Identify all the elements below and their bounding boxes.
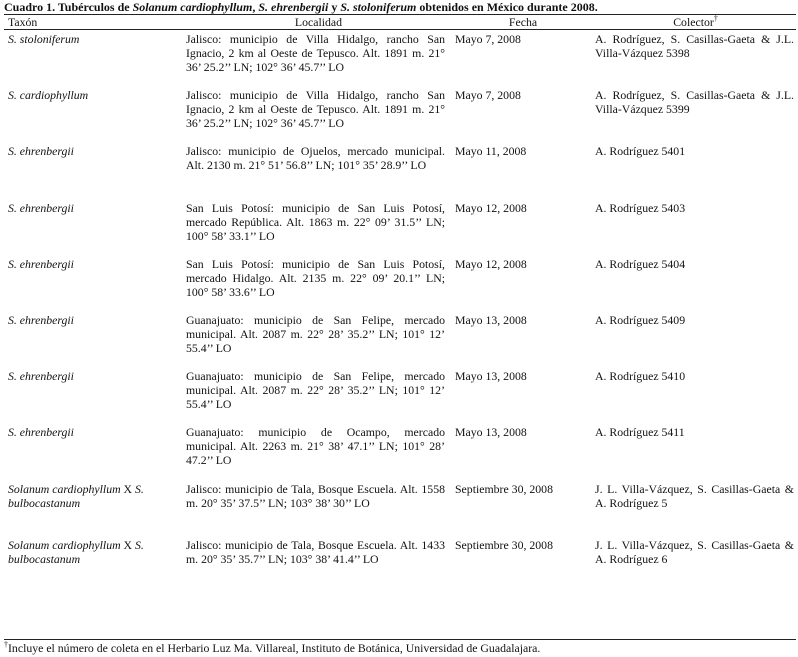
collector-cell: A. Rodríguez 5401 bbox=[595, 144, 686, 159]
collector-cell: A. Rodríguez 5403 bbox=[595, 200, 686, 215]
column-header-taxon: Taxón bbox=[8, 15, 38, 29]
collector-cell: A. Rodríguez 5409 bbox=[595, 312, 686, 327]
date-cell: Mayo 12, 2008 bbox=[455, 256, 527, 271]
date-cell: Mayo 7, 2008 bbox=[455, 88, 521, 103]
table-row bbox=[4, 425, 796, 481]
locality-cell: Jalisco: municipio de Tala, Bosque Escuela. Alt. 1558 m. 20° 35’ 37.5’’ LN; 103° 38’ 30’’ LO bbox=[186, 481, 445, 510]
date-cell: Mayo 12, 2008 bbox=[455, 200, 527, 215]
collections-table bbox=[4, 15, 796, 594]
locality-cell: Guanajuato: municipio de Ocampo, mercado municipal. Alt. 2263 m. 21° 38’ 47.1’’ LN; 101° 28’ 47.2’’ LO bbox=[186, 425, 445, 468]
taxon-cell: S. ehrenbergii bbox=[8, 144, 74, 159]
table-row bbox=[4, 29, 796, 88]
table-row bbox=[4, 482, 796, 538]
date-cell: Mayo 13, 2008 bbox=[455, 369, 527, 384]
taxon-cell: S. stoloniferum bbox=[8, 32, 80, 46]
table-row bbox=[4, 201, 796, 257]
date-cell: Septiembre 30, 2008 bbox=[455, 481, 553, 496]
table-row bbox=[4, 538, 796, 594]
table-row bbox=[4, 369, 796, 425]
collector-cell: A. Rodríguez 5411 bbox=[595, 425, 685, 440]
date-cell: Septiembre 30, 2008 bbox=[455, 537, 553, 552]
table-header-row bbox=[4, 15, 796, 29]
taxon-cell: S. ehrenbergii bbox=[8, 425, 74, 440]
collector-cell: A. Rodríguez 5404 bbox=[595, 256, 686, 271]
collector-cell: A. Rodríguez 5410 bbox=[595, 369, 686, 384]
collector-cell: J. L. Villa-Vázquez, S. Casillas-Gaeta & A. Rodríguez 5 bbox=[595, 481, 794, 510]
date-cell: Mayo 13, 2008 bbox=[455, 425, 527, 440]
locality-cell: Jalisco: municipio de Villa Hidalgo, rancho San Ignacio, 2 km al Oeste de Tepusco. Alt. 1891 m. 21° 36’ 25.2’’ LN; 102° 36’ 45.7’’ LO bbox=[186, 32, 445, 74]
taxon-cell: Solanum cardiophyllum X S. bulbocastanum bbox=[8, 537, 144, 566]
table-row bbox=[4, 257, 796, 313]
locality-cell: Guanajuato: municipio de San Felipe, mercado municipal. Alt. 2087 m. 22° 28’ 35.2’’ LN; 101° 12’ 55.4’’ LO bbox=[186, 369, 445, 412]
collector-cell: J. L. Villa-Vázquez, S. Casillas-Gaeta & A. Rodríguez 6 bbox=[595, 537, 794, 566]
date-cell: Mayo 11, 2008 bbox=[455, 144, 527, 159]
locality-cell: Jalisco: municipio de Villa Hidalgo, rancho San Ignacio, 2 km al Oeste de Tepusco. Alt. 1891 m. 21° 36’ 25.2’’ LN; 102° 36’ 45.7’’ LO bbox=[186, 88, 445, 131]
locality-cell: San Luis Potosí: municipio de San Luis Potosí, mercado Hidalgo. Alt. 2135 m. 22° 09’ 20.1’’ LN; 100° 58’ 33.6’’ LO bbox=[186, 256, 445, 299]
taxon-cell: S. ehrenbergii bbox=[8, 256, 74, 271]
taxon-cell: S. cardiophyllum bbox=[8, 88, 89, 103]
taxon-cell: Solanum cardiophyllum X S. bulbocastanum bbox=[8, 481, 144, 510]
locality-cell: Jalisco: municipio de Ojuelos, mercado municipal. Alt. 2130 m. 21° 51’ 56.8’’ LN; 101° 35’ 28.9’’ LO bbox=[186, 144, 445, 173]
collector-cell: A. Rodríguez, S. Casillas-Gaeta & J.L. Villa-Vázquez 5399 bbox=[595, 88, 794, 117]
date-cell: Mayo 13, 2008 bbox=[455, 312, 527, 327]
collector-cell: A. Rodríguez, S. Casillas-Gaeta & J.L. Villa-Vázquez 5398 bbox=[595, 32, 794, 60]
table-bottom-rule bbox=[4, 639, 796, 640]
table-row bbox=[4, 313, 796, 369]
date-cell: Mayo 7, 2008 bbox=[455, 32, 521, 46]
taxon-cell: S. ehrenbergii bbox=[8, 369, 74, 384]
locality-cell: Guanajuato: municipio de San Felipe, mercado municipal. Alt. 2087 m. 22° 28’ 35.2’’ LN; 101° 12’ 55.4’’ LO bbox=[186, 312, 445, 355]
table-row bbox=[4, 144, 796, 200]
taxon-cell: S. ehrenbergii bbox=[8, 200, 74, 215]
taxon-cell: S. ehrenbergii bbox=[8, 312, 74, 327]
column-header-locality: Localidad bbox=[294, 15, 343, 29]
table-footnote: †Incluye el número de coleta en el Herbario Luz Ma. Villareal, Instituto de Botánica, Universidad de Guadalajara. bbox=[4, 640, 541, 655]
locality-cell: San Luis Potosí: municipio de San Luis Potosí, mercado República. Alt. 1863 m. 22° 09’ 31.5’’ LN; 100° 58’ 33.1’’ LO bbox=[186, 200, 445, 243]
table-row bbox=[4, 88, 796, 144]
table-caption: Cuadro 1. Tubérculos de Solanum cardiophyllum, S. ehrenbergii y S. stoloniferum obtenidos en México durante 2008. bbox=[4, 0, 598, 14]
column-header-date: Fecha bbox=[508, 15, 538, 29]
column-header-collector: Colector† bbox=[673, 14, 718, 29]
locality-cell: Jalisco: municipio de Tala, Bosque Escuela. Alt. 1433 m. 20° 35’ 35.7’’ LN; 103° 38’ 41.4’’ LO bbox=[186, 537, 445, 566]
